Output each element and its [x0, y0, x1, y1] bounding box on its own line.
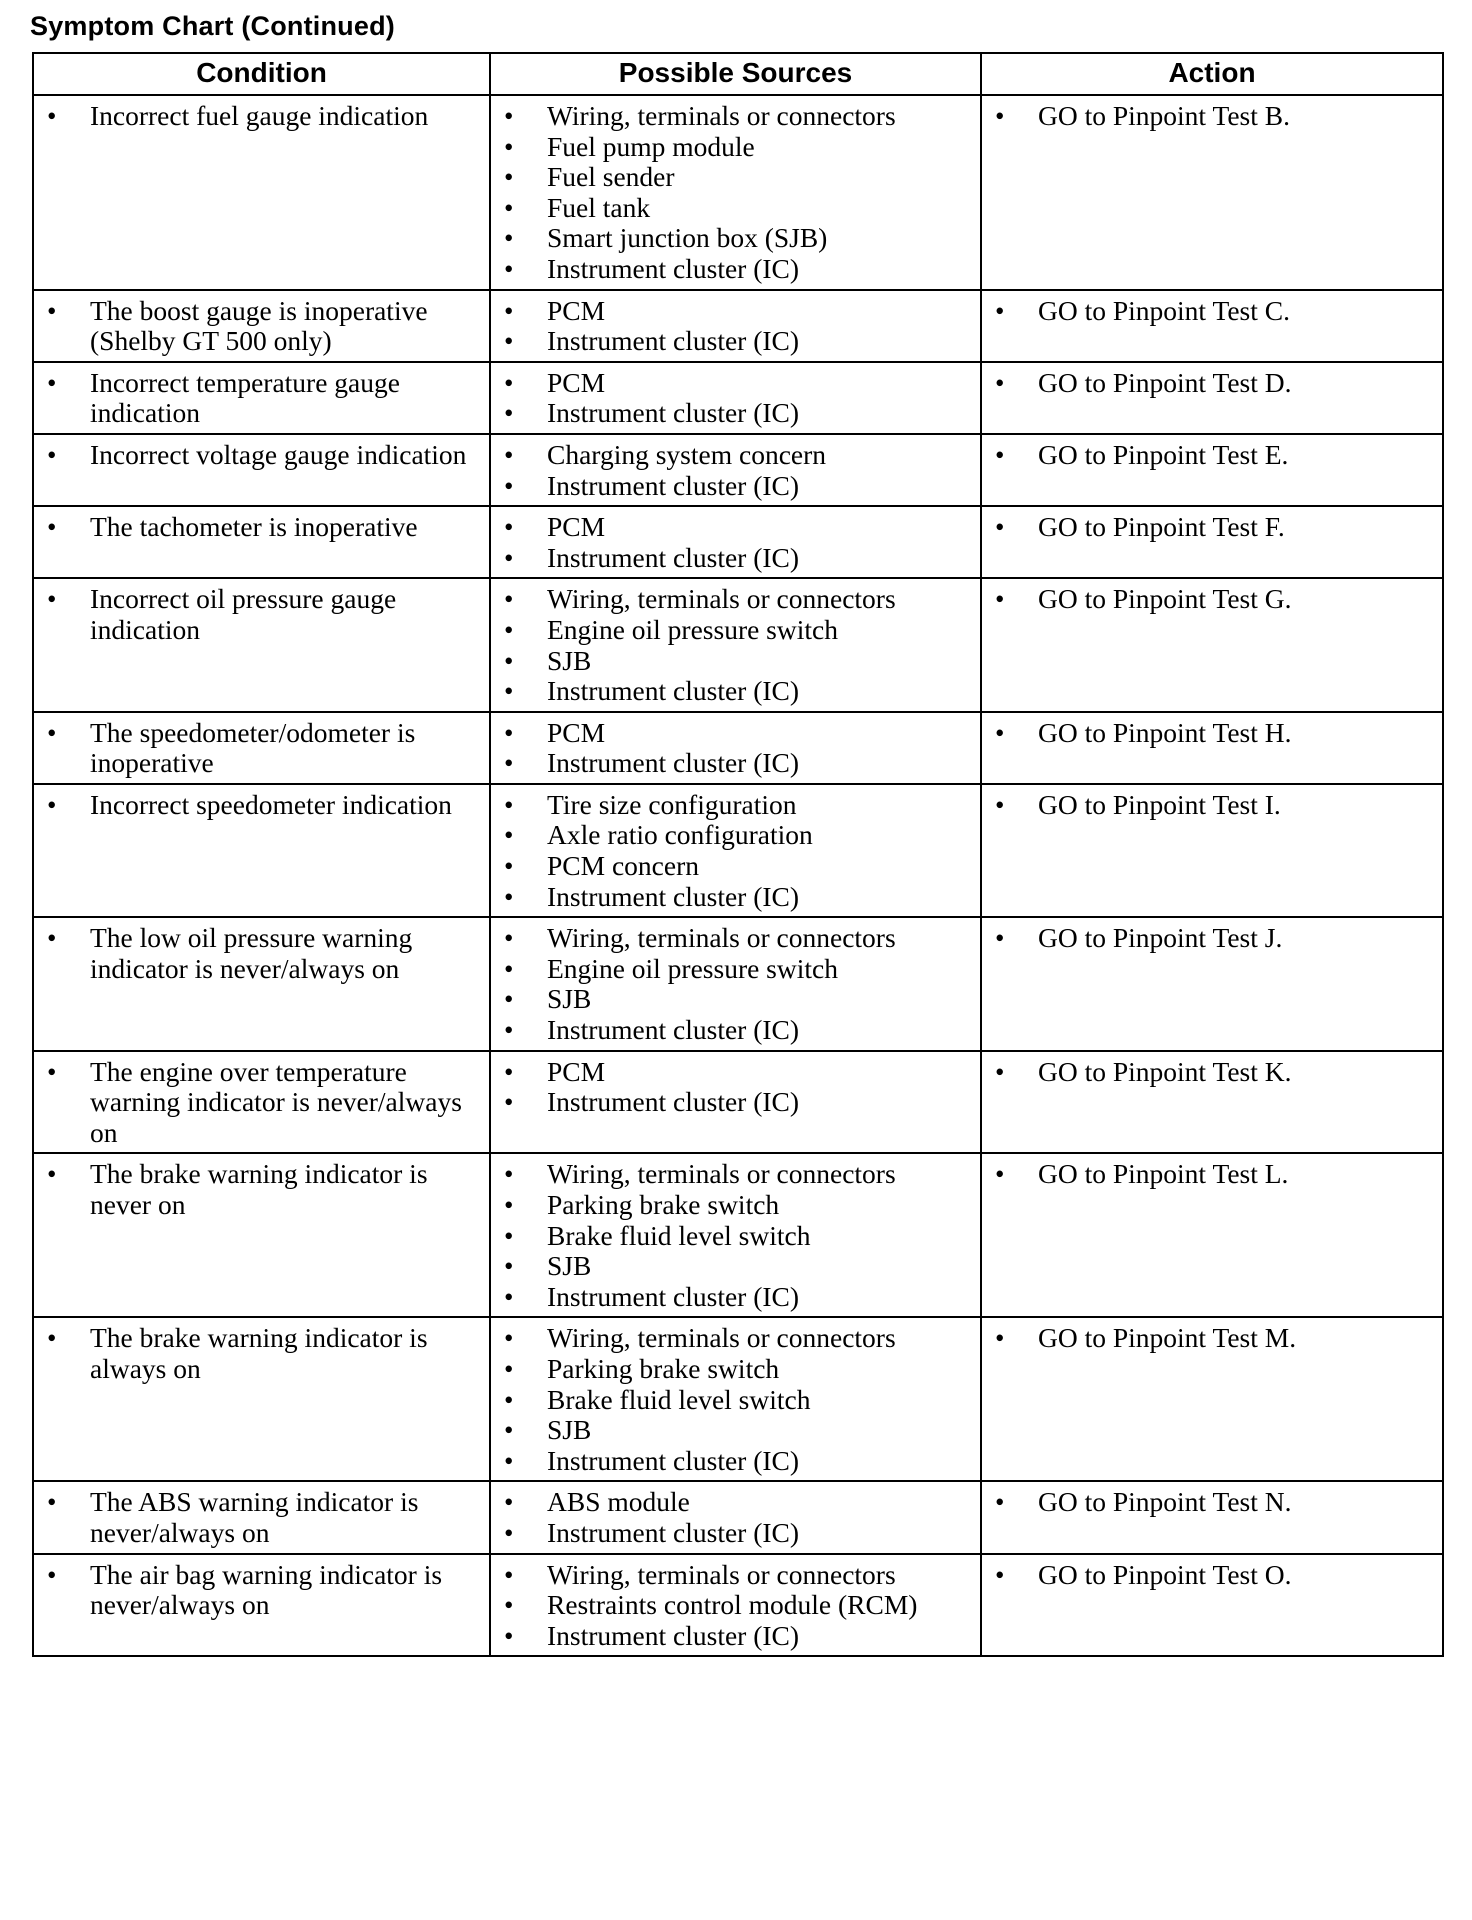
possible-sources-cell	[490, 290, 981, 362]
list-item: • The boost gauge is inoperative (Shelby GT 500 only)	[34, 296, 483, 357]
list-item: • Instrument cluster (IC)	[491, 1282, 974, 1313]
bullet-list	[491, 1318, 980, 1480]
list-item: • The air bag warning indicator is never/always on	[34, 1560, 483, 1621]
possible-sources-cell	[490, 1317, 981, 1481]
table-row	[33, 362, 1443, 434]
list-item: • The brake warning indicator is always on	[34, 1323, 483, 1384]
possible-sources-cell	[490, 784, 981, 917]
list-item: • Incorrect temperature gauge indication	[34, 368, 483, 429]
list-item: • The tachometer is inoperative	[34, 512, 483, 543]
table-row	[33, 1317, 1443, 1481]
action-cell	[981, 434, 1443, 506]
list-item: • GO to Pinpoint Test F.	[982, 512, 1436, 543]
action-cell	[981, 290, 1443, 362]
bullet-list	[982, 579, 1442, 619]
list-item: • PCM	[491, 718, 974, 749]
column-header-possible-sources: Possible Sources	[490, 53, 981, 95]
condition-cell	[33, 917, 490, 1050]
condition-cell	[33, 1481, 490, 1553]
list-item: • PCM	[491, 368, 974, 399]
action-cell	[981, 712, 1443, 784]
bullet-list	[491, 785, 980, 916]
list-item: • Wiring, terminals or connectors	[491, 1323, 974, 1354]
list-item: • Restraints control module (RCM)	[491, 1590, 974, 1621]
table-row	[33, 917, 1443, 1050]
list-item: • ABS module	[491, 1487, 974, 1518]
bullet-list	[982, 1052, 1442, 1092]
condition-cell	[33, 1317, 490, 1481]
page-title: Symptom Chart (Continued)	[30, 11, 395, 41]
bullet-list	[982, 1482, 1442, 1522]
bullet-list	[34, 579, 489, 649]
list-item: • Fuel pump module	[491, 132, 974, 163]
table-row	[33, 712, 1443, 784]
action-cell	[981, 917, 1443, 1050]
list-item: • Wiring, terminals or connectors	[491, 1560, 974, 1591]
list-item: • The ABS warning indicator is never/always on	[34, 1487, 483, 1548]
list-item: • Instrument cluster (IC)	[491, 398, 974, 429]
list-item: • PCM concern	[491, 851, 974, 882]
list-item: • SJB	[491, 984, 974, 1015]
bullet-list	[491, 1482, 980, 1552]
bullet-list	[34, 507, 489, 547]
action-cell	[981, 1153, 1443, 1317]
list-item: • Tire size configuration	[491, 790, 974, 821]
list-item: • GO to Pinpoint Test C.	[982, 296, 1436, 327]
list-item: • Parking brake switch	[491, 1190, 974, 1221]
table-row	[33, 1153, 1443, 1317]
condition-cell	[33, 578, 490, 711]
bullet-list	[982, 713, 1442, 753]
list-item: • Fuel sender	[491, 162, 974, 193]
list-item: • GO to Pinpoint Test B.	[982, 101, 1436, 132]
list-item: • Incorrect voltage gauge indication	[34, 440, 483, 471]
list-item: • The engine over temperature warning indicator is never/always on	[34, 1057, 483, 1149]
possible-sources-cell	[490, 1153, 981, 1317]
list-item: • PCM	[491, 1057, 974, 1088]
condition-cell	[33, 1153, 490, 1317]
list-item: • PCM	[491, 296, 974, 327]
bullet-list	[34, 96, 489, 136]
list-item: • Incorrect oil pressure gauge indication	[34, 584, 483, 645]
table-row	[33, 1554, 1443, 1657]
list-item: • GO to Pinpoint Test E.	[982, 440, 1436, 471]
list-item: • Wiring, terminals or connectors	[491, 923, 974, 954]
list-item: • Instrument cluster (IC)	[491, 1446, 974, 1477]
possible-sources-cell	[490, 1481, 981, 1553]
bullet-list	[34, 918, 489, 988]
bullet-list	[491, 713, 980, 783]
possible-sources-cell	[490, 362, 981, 434]
condition-cell	[33, 712, 490, 784]
bullet-list	[34, 1555, 489, 1625]
list-item: • The low oil pressure warning indicator is never/always on	[34, 923, 483, 984]
list-item: • Instrument cluster (IC)	[491, 748, 974, 779]
condition-cell	[33, 290, 490, 362]
possible-sources-cell	[490, 1554, 981, 1657]
action-cell	[981, 1051, 1443, 1154]
bullet-list	[34, 1318, 489, 1388]
list-item: • The brake warning indicator is never on	[34, 1159, 483, 1220]
bullet-list	[491, 1555, 980, 1656]
list-item: • Parking brake switch	[491, 1354, 974, 1385]
column-header-action: Action	[981, 53, 1443, 95]
list-item: • The speedometer/odometer is inoperative	[34, 718, 483, 779]
bullet-list	[491, 918, 980, 1049]
bullet-list	[982, 1154, 1442, 1194]
bullet-list	[491, 1052, 980, 1122]
list-item: • Smart junction box (SJB)	[491, 223, 974, 254]
possible-sources-cell	[490, 712, 981, 784]
list-item: • Instrument cluster (IC)	[491, 543, 974, 574]
bullet-list	[491, 507, 980, 577]
table-row	[33, 1481, 1443, 1553]
list-item: • Brake fluid level switch	[491, 1221, 974, 1252]
bullet-list	[34, 1154, 489, 1224]
bullet-list	[34, 785, 489, 825]
bullet-list	[34, 363, 489, 433]
list-item: • PCM	[491, 512, 974, 543]
possible-sources-cell	[490, 1051, 981, 1154]
list-item: • GO to Pinpoint Test D.	[982, 368, 1436, 399]
list-item: • Charging system concern	[491, 440, 974, 471]
bullet-list	[982, 918, 1442, 958]
possible-sources-cell	[490, 434, 981, 506]
action-cell	[981, 95, 1443, 290]
list-item: • Instrument cluster (IC)	[491, 882, 974, 913]
bullet-list	[34, 291, 489, 361]
column-header-condition: Condition	[33, 53, 490, 95]
list-item: • Incorrect fuel gauge indication	[34, 101, 483, 132]
possible-sources-cell	[490, 506, 981, 578]
list-item: • Fuel tank	[491, 193, 974, 224]
list-item: • Instrument cluster (IC)	[491, 1087, 974, 1118]
bullet-list	[982, 363, 1442, 403]
list-item: • GO to Pinpoint Test K.	[982, 1057, 1436, 1088]
bullet-list	[34, 1052, 489, 1153]
list-item: • Instrument cluster (IC)	[491, 1518, 974, 1549]
bullet-list	[491, 1154, 980, 1316]
list-item: • Wiring, terminals or connectors	[491, 584, 974, 615]
action-cell	[981, 506, 1443, 578]
list-item: • GO to Pinpoint Test N.	[982, 1487, 1436, 1518]
table-header-row	[33, 53, 1443, 95]
bullet-list	[982, 785, 1442, 825]
list-item: • Engine oil pressure switch	[491, 615, 974, 646]
possible-sources-cell	[490, 95, 981, 290]
condition-cell	[33, 362, 490, 434]
table-row	[33, 290, 1443, 362]
list-item: • Wiring, terminals or connectors	[491, 101, 974, 132]
list-item: • SJB	[491, 646, 974, 677]
table-row	[33, 95, 1443, 290]
list-item: • GO to Pinpoint Test H.	[982, 718, 1436, 749]
condition-cell	[33, 434, 490, 506]
bullet-list	[982, 291, 1442, 331]
list-item: • Instrument cluster (IC)	[491, 254, 974, 285]
list-item: • Wiring, terminals or connectors	[491, 1159, 974, 1190]
list-item: • Instrument cluster (IC)	[491, 1621, 974, 1652]
possible-sources-cell	[490, 578, 981, 711]
action-cell	[981, 1317, 1443, 1481]
list-item: • GO to Pinpoint Test O.	[982, 1560, 1436, 1591]
list-item: • Brake fluid level switch	[491, 1385, 974, 1416]
bullet-list	[982, 1318, 1442, 1358]
table-row	[33, 1051, 1443, 1154]
condition-cell	[33, 784, 490, 917]
condition-cell	[33, 95, 490, 290]
list-item: • Instrument cluster (IC)	[491, 1015, 974, 1046]
list-item: • GO to Pinpoint Test M.	[982, 1323, 1436, 1354]
bullet-list	[491, 96, 980, 289]
list-item: • GO to Pinpoint Test G.	[982, 584, 1436, 615]
bullet-list	[34, 1482, 489, 1552]
condition-cell	[33, 506, 490, 578]
list-item: • SJB	[491, 1415, 974, 1446]
action-cell	[981, 578, 1443, 711]
list-item: • Instrument cluster (IC)	[491, 326, 974, 357]
bullet-list	[491, 291, 980, 361]
list-item: • GO to Pinpoint Test I.	[982, 790, 1436, 821]
list-item: • Instrument cluster (IC)	[491, 471, 974, 502]
list-item: • Engine oil pressure switch	[491, 954, 974, 985]
table-body	[33, 95, 1443, 1656]
list-item: • Axle ratio configuration	[491, 820, 974, 851]
bullet-list	[34, 435, 489, 475]
action-cell	[981, 784, 1443, 917]
list-item: • GO to Pinpoint Test L.	[982, 1159, 1436, 1190]
table-row	[33, 784, 1443, 917]
possible-sources-cell	[490, 917, 981, 1050]
condition-cell	[33, 1554, 490, 1657]
table-row	[33, 506, 1443, 578]
symptom-chart-table	[32, 52, 1444, 1657]
table-row	[33, 434, 1443, 506]
bullet-list	[491, 363, 980, 433]
action-cell	[981, 1481, 1443, 1553]
bullet-list	[491, 579, 980, 710]
list-item: • SJB	[491, 1251, 974, 1282]
action-cell	[981, 1554, 1443, 1657]
table-row	[33, 578, 1443, 711]
bullet-list	[982, 96, 1442, 136]
list-item: • Incorrect speedometer indication	[34, 790, 483, 821]
bullet-list	[982, 435, 1442, 475]
bullet-list	[34, 713, 489, 783]
bullet-list	[982, 1555, 1442, 1595]
bullet-list	[491, 435, 980, 505]
list-item: • Instrument cluster (IC)	[491, 676, 974, 707]
bullet-list	[982, 507, 1442, 547]
list-item: • GO to Pinpoint Test J.	[982, 923, 1436, 954]
condition-cell	[33, 1051, 490, 1154]
action-cell	[981, 362, 1443, 434]
